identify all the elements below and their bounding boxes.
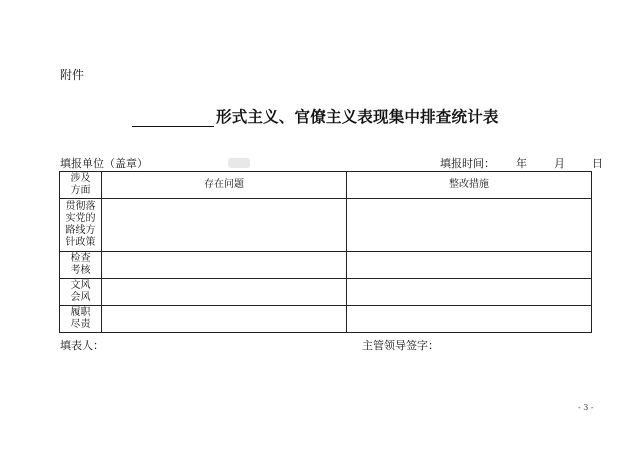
corner-line: 方面 (70, 185, 91, 196)
problems-cell[interactable] (102, 199, 347, 252)
table-row (60, 306, 592, 333)
col-header-problems: 存在问题 (102, 172, 347, 199)
measures-cell[interactable] (347, 199, 592, 252)
category-line: 履职 (70, 307, 91, 318)
page-title: 形式主义、官僚主义表现集中排查统计表 (216, 107, 499, 126)
row-category (60, 199, 102, 252)
problems-cell[interactable] (102, 252, 347, 279)
measures-cell[interactable] (347, 306, 592, 333)
category-line: 实党的 (65, 213, 96, 224)
table-header-row (60, 172, 592, 199)
leader-signature-label: 主管领导签字： (362, 339, 439, 352)
attachment-label: 附件 (60, 68, 85, 82)
category-line: 文风 (70, 280, 91, 291)
title-row (132, 105, 499, 127)
statistics-table (59, 171, 592, 333)
year-label: 年 (516, 157, 527, 170)
corner-line: 涉及 (70, 173, 91, 184)
category-line: 尽责 (70, 319, 91, 330)
fill-time (440, 155, 603, 171)
fill-unit-label: 填报单位（盖章） (60, 157, 148, 170)
page-number: - 3 - (578, 403, 594, 412)
month-label: 月 (554, 157, 565, 170)
col-header-measures: 整改措施 (347, 172, 592, 199)
row-category (60, 279, 102, 306)
fill-time-label: 填报时间： (440, 157, 495, 170)
row-category (60, 252, 102, 279)
table-row (60, 199, 592, 252)
category-line: 贯彻落 (65, 201, 96, 212)
problems-cell[interactable] (102, 306, 347, 333)
category-line: 考核 (70, 265, 91, 276)
category-line: 路线方 (65, 225, 96, 236)
corner-cell (60, 172, 102, 199)
row-category (60, 306, 102, 333)
category-line: 会风 (70, 292, 91, 303)
measures-cell[interactable] (347, 252, 592, 279)
day-label: 日 (592, 157, 603, 170)
title-blank-line (132, 110, 214, 127)
table-row (60, 252, 592, 279)
problems-cell[interactable] (102, 279, 347, 306)
filler-label: 填表人： (60, 339, 104, 352)
category-line: 针政策 (65, 237, 96, 248)
table-row (60, 279, 592, 306)
scan-smudge (228, 158, 250, 168)
category-line: 检查 (70, 253, 91, 264)
measures-cell[interactable] (347, 279, 592, 306)
